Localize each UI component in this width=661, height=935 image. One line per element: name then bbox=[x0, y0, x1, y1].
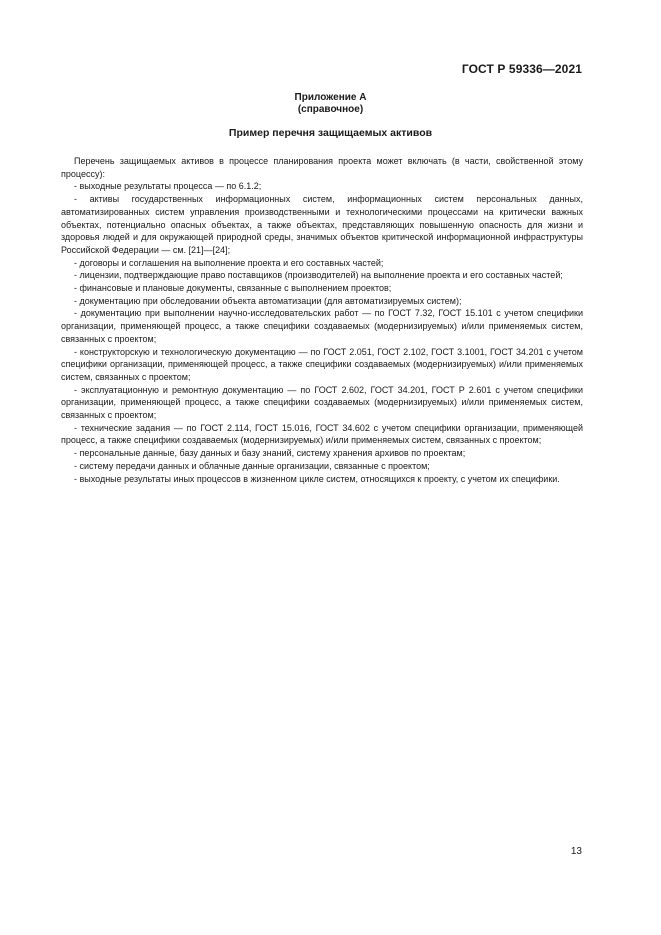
list-item: - договоры и соглашения на выполнение проекта и его составных частей; bbox=[74, 257, 384, 268]
list-item: - документацию при обследовании объекта автоматизации (для автоматизируемых систем); bbox=[74, 295, 462, 306]
annex-status: (справочное) bbox=[297, 104, 364, 115]
list-item: - конструкторскую и технологическую документацию — по ГОСТ 2.051, ГОСТ 2.102, ГОСТ 3.1001, ГОСТ 34.201 с учетом специфики организации, применяющей процесс, а также специфики создаваемых (модернизируемых) и/или применяемых систем, связанных с проектом; bbox=[61, 346, 583, 382]
annex-heading bbox=[0, 92, 661, 116]
list-item: - эксплуатационную и ремонтную документацию — по ГОСТ 2.602, ГОСТ 34.201, ГОСТ Р 2.601 с учетом специфики организации, применяющей процесс, а также специфики создаваемых (модернизируемых) и/или применяемых систем, связанных с проектом; bbox=[61, 384, 583, 421]
section-title: Пример перечня защищаемых активов bbox=[228, 127, 433, 139]
document-code: ГОСТ Р 59336—2021 bbox=[461, 62, 582, 76]
annex-title: Приложение А bbox=[294, 92, 367, 103]
list-item: - лицензии, подтверждающие право поставщиков (производителей) на выполнение проекта и его составных частей; bbox=[74, 270, 563, 281]
list-item: - выходные результаты процесса — по 6.1.2; bbox=[74, 181, 262, 192]
list-item: - документацию при выполнении научно-исследовательских работ — по ГОСТ 7.32, ГОСТ 15.101 с учетом специфики организации, применяющей процесс, а также специфики создаваемых (модернизируемых) и/или применяемых систем, связанных с проектом; bbox=[61, 308, 583, 344]
list-item: - финансовые и плановые документы, связанные с выполнением проектов; bbox=[74, 283, 392, 294]
list-item: - выходные результаты иных процессов в жизненном цикле систем, относящихся к проекту, с учетом их специфики. bbox=[74, 473, 560, 484]
page-number: 13 bbox=[570, 846, 582, 857]
body-text bbox=[61, 155, 583, 485]
list-item: - систему передачи данных и облачные данные организации, связанные с проектом; bbox=[74, 460, 430, 471]
paragraph-intro: Перечень защищаемых активов в процессе планирования проекта может включать (в части, свойственной этому процессу): bbox=[61, 156, 583, 179]
list-item: - активы государственных информационных систем, информационных систем персональных данных, автоматизированных систем управления производственными и технологическими процессами на критически важных объектах, потенциально опасных объектах, а также объектах, представляющих повышенную опасность для жизни и здоровья людей и для окружающей природной среды, значимых объектов критической информационной инфраструктуры Российской Федерации — см. [21]—[24]; bbox=[61, 194, 583, 255]
list-item: - технические задания — по ГОСТ 2.114, ГОСТ 15.016, ГОСТ 34.602 с учетом специфики организации, применяющей процесс, а также специфики создаваемых (модернизируемых) и/или применяемых систем, связанных с проектом; bbox=[61, 422, 583, 446]
list-item: - персональные данные, базу данных и базу знаний, систему хранения архивов по проектам; bbox=[74, 448, 466, 459]
